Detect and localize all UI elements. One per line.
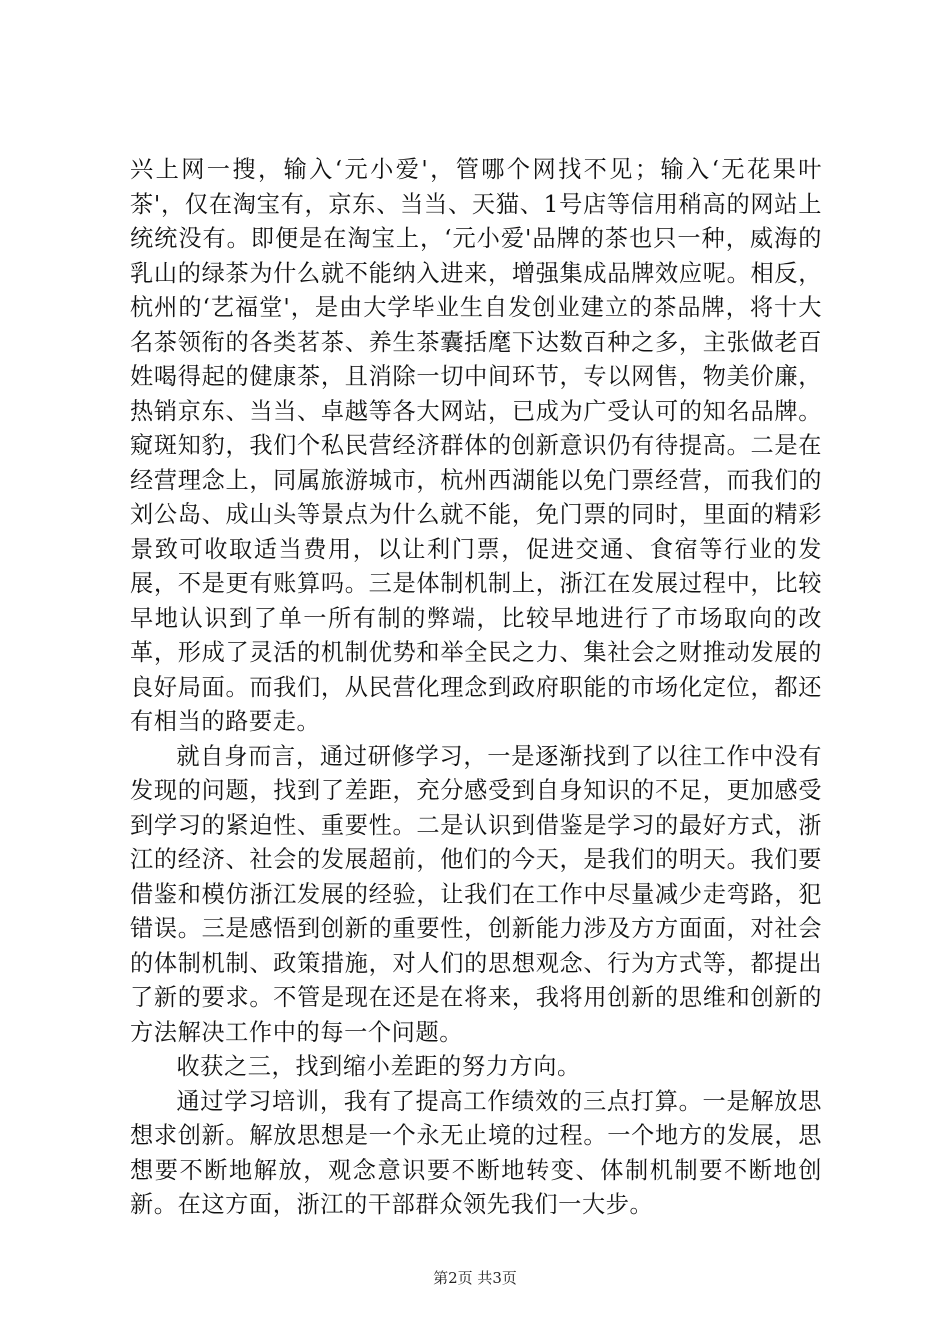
paragraph-1: 兴上网一搜，输入‘元小爱'，管哪个网找不见；输入‘无花果叶茶'，仅在淘宝有，京东、当当、天猫、1号店等信用稍高的网站上统统没有。即便是在淘宝上，‘元小爱'品牌的茶也只一种，威海的乳山的绿茶为什么就不能纳入进来，增强集成品牌效应呢。相反，杭州的‘艺福堂'，是由大学毕业生自发创业建立的茶品牌，将十大名茶领衔的各类茗茶、养生茶囊括麾下达数百种之多，主张做老百姓喝得起的健康茶，且消除一切中间环节，专以网售，物美价廉，热销京东、当当、卓越等各大网站，已成为广受认可的知名品牌。窥斑知豹，我们个私民营经济群体的创新意识仍有待提高。二是在经营理念上，同属旅游城市，杭州西湖能以免门票经营，而我们的刘公岛、成山头等景点为什么就不能，免门票的同时，里面的精彩景致可收取适当费用，以让利门票，促进交通、食宿等行业的发展，不是更有账算吗。三是体制机制上，浙江在发展过程中，比较早地认识到了单一所有制的弊端，比较早地进行了市场取向的改革，形成了灵活的机制优势和举全民之力、集社会之财推动发展的良好局面。而我们，从民营化理念到政府职能的市场化定位，都还有相当的路要走。 (130, 156, 822, 735)
paragraph-3: 收获之三，找到缩小差距的努力方向。 (176, 1053, 581, 1080)
page-number-footer: 第2页 共3页 (433, 1269, 517, 1287)
document-body (130, 153, 822, 1223)
paragraph-2: 就自身而言，通过研修学习，一是逐渐找到了以往工作中没有发现的问题，找到了差距，充分感受到自身知识的不足，更加感受到学习的紧迫性、重要性。二是认识到借鉴是学习的最好方式，浙江的经济、社会的发展超前，他们的今天，是我们的明天。我们要借鉴和模仿浙江发展的经验，让我们在工作中尽量减少走弯路，犯错误。三是感悟到创新的重要性，创新能力涉及方方面面，对社会的体制机制、政策措施，对人们的思想观念、行为方式等，都提出了新的要求。不管是现在还是在将来，我将用创新的思维和创新的方法解决工作中的每一个问题。 (130, 742, 822, 1046)
paragraph-4: 通过学习培训，我有了提高工作绩效的三点打算。一是解放思想求创新。解放思想是一个永无止境的过程。一个地方的发展，思想要不断地解放，观念意识要不断地转变、体制机制要不断地创新。在这方面，浙江的干部群众领先我们一大步。 (130, 1087, 822, 1218)
